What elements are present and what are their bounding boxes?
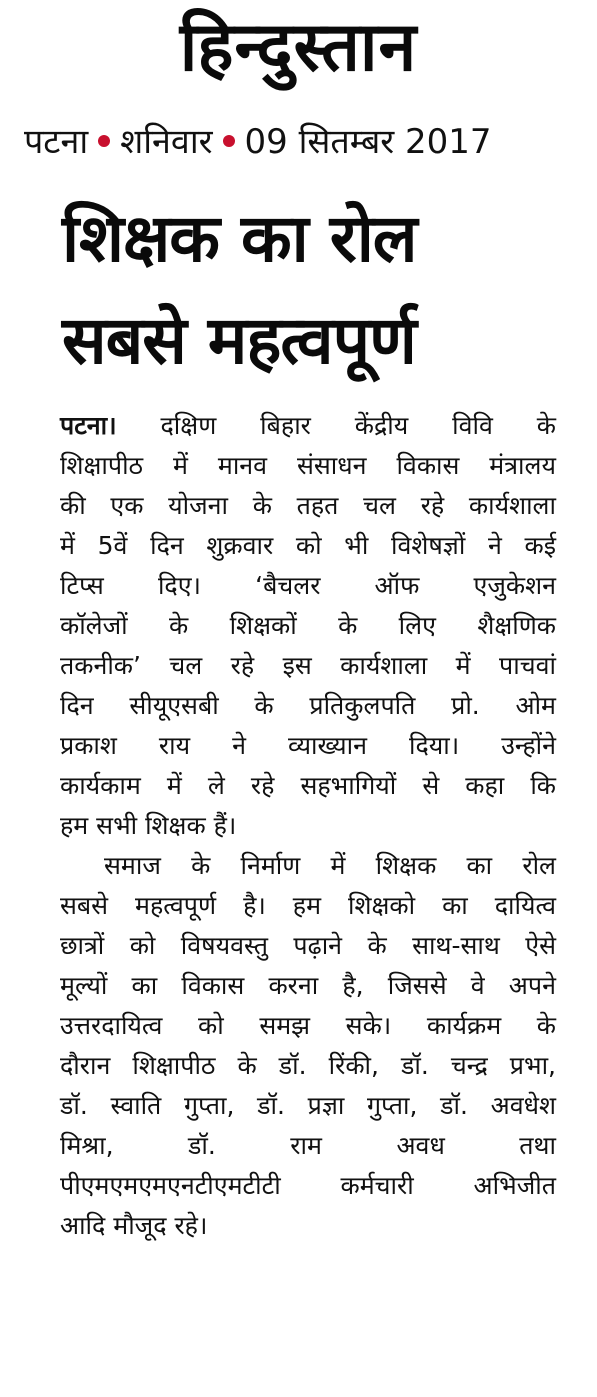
article-line: डॉ. स्वाति गुप्ता, डॉ. प्रज्ञा गुप्ता, डॉ. अवधेश	[60, 1091, 556, 1120]
article-line: आदि मौजूद रहे।	[60, 1211, 208, 1240]
article-line: की एक योजना के तहत चल रहे कार्यशाला	[60, 491, 556, 520]
article-line: दौरान शिक्षापीठ के डॉ. रिंकी, डॉ. चन्द्र प्रभा,	[60, 1051, 556, 1080]
article-line: मूल्यों का विकास करना है, जिससे वे अपने	[60, 971, 556, 1000]
article-line: तकनीक’ चल रहे इस कार्यशाला में पाचवां	[60, 651, 556, 680]
dateline-day: शनिवार	[120, 122, 213, 162]
newspaper-masthead: हिन्दुस्तान	[179, 7, 418, 87]
article-body	[60, 406, 556, 1246]
headline-line-1: शिक्षक का रोल	[62, 200, 417, 277]
article-line: दिन सीयूएसबी के प्रतिकुलपति प्रो. ओम	[60, 691, 556, 720]
article-line: मिश्रा, डॉ. राम अवध तथा	[60, 1131, 556, 1160]
article-line: समाज के निर्माण में शिक्षक का रोल	[104, 851, 556, 880]
article-line: छात्रों को विषयवस्तु पढ़ाने के साथ-साथ ऐसे	[60, 931, 556, 960]
article-text: दक्षिण बिहार केंद्रीय विवि के	[116, 411, 556, 440]
article-line: कार्यकाम में ले रहे सहभागियों से कहा कि	[60, 771, 556, 800]
article-line: शिक्षापीठ में मानव संसाधन विकास मंत्रालय	[60, 451, 556, 480]
article-line: कॉलेजों के शिक्षकों के लिए शैक्षणिक	[60, 611, 556, 640]
dateline-date: 09 सितम्बर 2017	[244, 122, 492, 162]
article-line: पीएमएमएमएनटीएमटीटी कर्मचारी अभिजीत	[60, 1171, 556, 1200]
headline	[62, 188, 582, 392]
article-line: प्रकाश राय ने व्याख्यान दिया। उन्होंने	[60, 731, 556, 760]
article-line: हम सभी शिक्षक हैं।	[60, 811, 237, 840]
headline-line-2: सबसे महत्वपूर्ण	[62, 302, 416, 379]
dateline-city: पटना	[24, 122, 89, 162]
article-lead-dateline: पटना।	[60, 411, 117, 440]
bullet-dot-icon	[223, 135, 235, 147]
dateline	[24, 118, 584, 166]
article-line: उत्तरदायित्व को समझ सके। कार्यक्रम के	[60, 1011, 556, 1040]
article-line: में 5वें दिन शुक्रवार को भी विशेषज्ञों ने कई	[60, 531, 556, 560]
article-line	[60, 406, 556, 446]
article-line: सबसे महत्वपूर्ण है। हम शिक्षको का दायित्व	[60, 891, 556, 920]
article-line: टिप्स दिए। ‘बैचलर ऑफ एजुकेशन	[60, 571, 556, 600]
bullet-dot-icon	[98, 135, 110, 147]
